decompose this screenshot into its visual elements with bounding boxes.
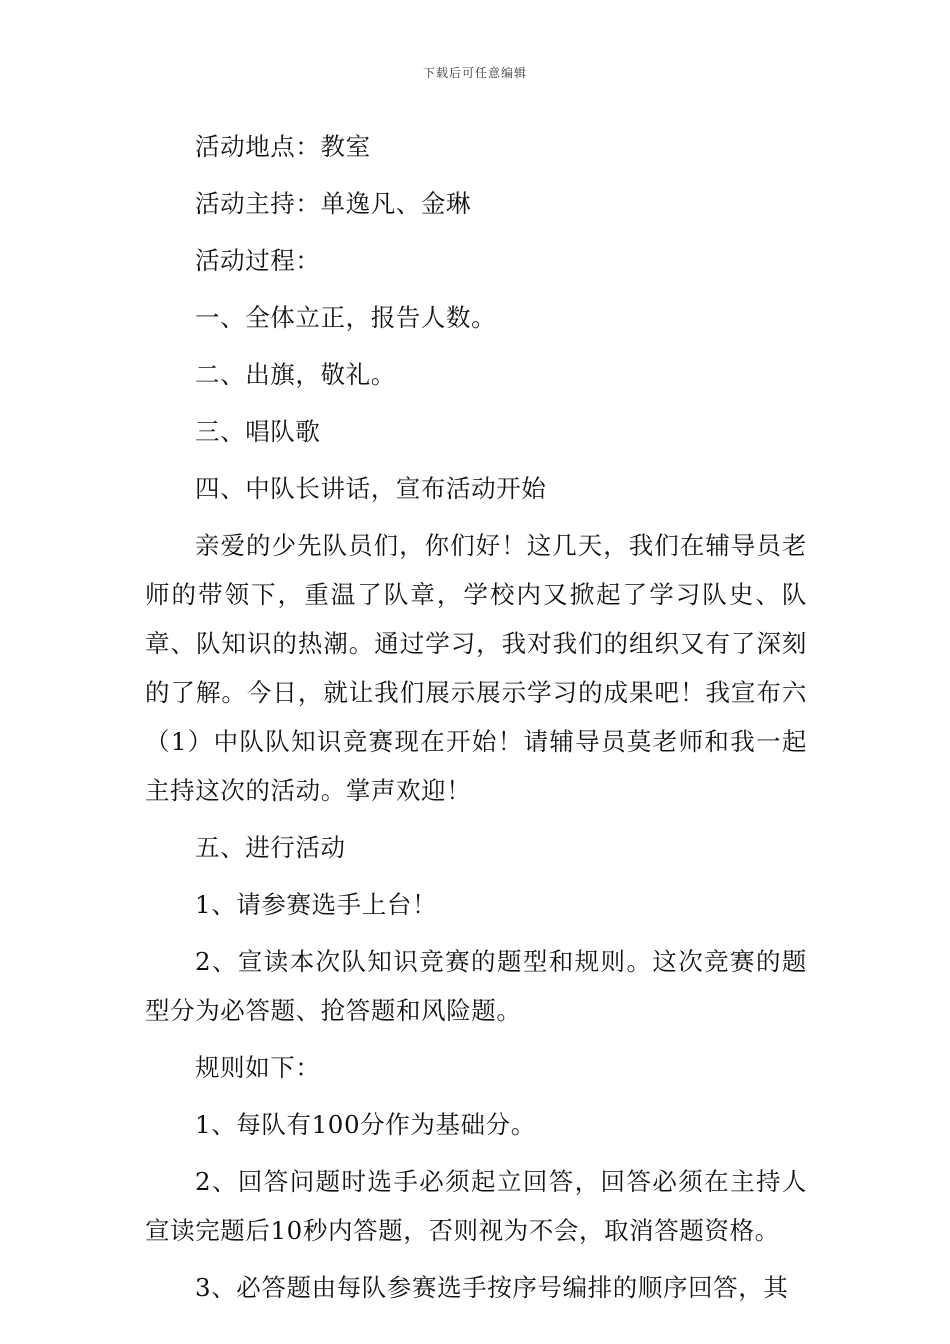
paragraph-step-1: 一、全体立正，报告人数。 xyxy=(195,303,497,332)
paragraph-step-2: 二、出旗，敬礼。 xyxy=(195,360,396,389)
paragraph-item-2: 2、宣读本次队知识竞赛的题型和规则。这次竞赛的题型分为必答题、抢答题和风险题。 xyxy=(145,947,807,1025)
paragraph-process: 活动过程： xyxy=(195,246,321,275)
paragraph-step-3: 三、唱队歌 xyxy=(195,417,321,446)
paragraph-rules-heading: 规则如下： xyxy=(195,1053,321,1082)
paragraph-item-1: 1、请参赛选手上台！ xyxy=(195,890,438,919)
paragraph-hosts: 活动主持：单逸凡、金琳 xyxy=(195,189,472,218)
paragraph-step-5: 五、进行活动 xyxy=(195,833,346,862)
paragraph-rule-1: 1、每队有100分作为基础分。 xyxy=(195,1110,536,1139)
page-header: 下载后可任意编辑 xyxy=(422,66,527,80)
paragraph-step-4: 四、中队长讲话，宣布活动开始 xyxy=(195,474,547,503)
paragraph-rule-3: 3、必答题由每队参赛选手按序号编排的顺序回答，其 xyxy=(195,1273,789,1302)
document-body xyxy=(145,122,807,1312)
paragraph-rule-2: 2、回答问题时选手必须起立回答，回答必须在主持人宣读完题后10秒内答题，否则视为不会，取消答题资格。 xyxy=(145,1167,807,1245)
paragraph-location: 活动地点：教室 xyxy=(195,132,371,161)
paragraph-speech: 亲爱的少先队员们，你们好！这几天，我们在辅导员老师的带领下，重温了队章，学校内又掀起了学习队史、队章、队知识的热潮。通过学习，我对我们的组织又有了深刻的了解。今日，就让我们展示展示学习的成果吧！我宣布六（1）中队队知识竞赛现在开始！请辅导员莫老师和我一起主持这次的活动。掌声欢迎！ xyxy=(145,531,807,805)
